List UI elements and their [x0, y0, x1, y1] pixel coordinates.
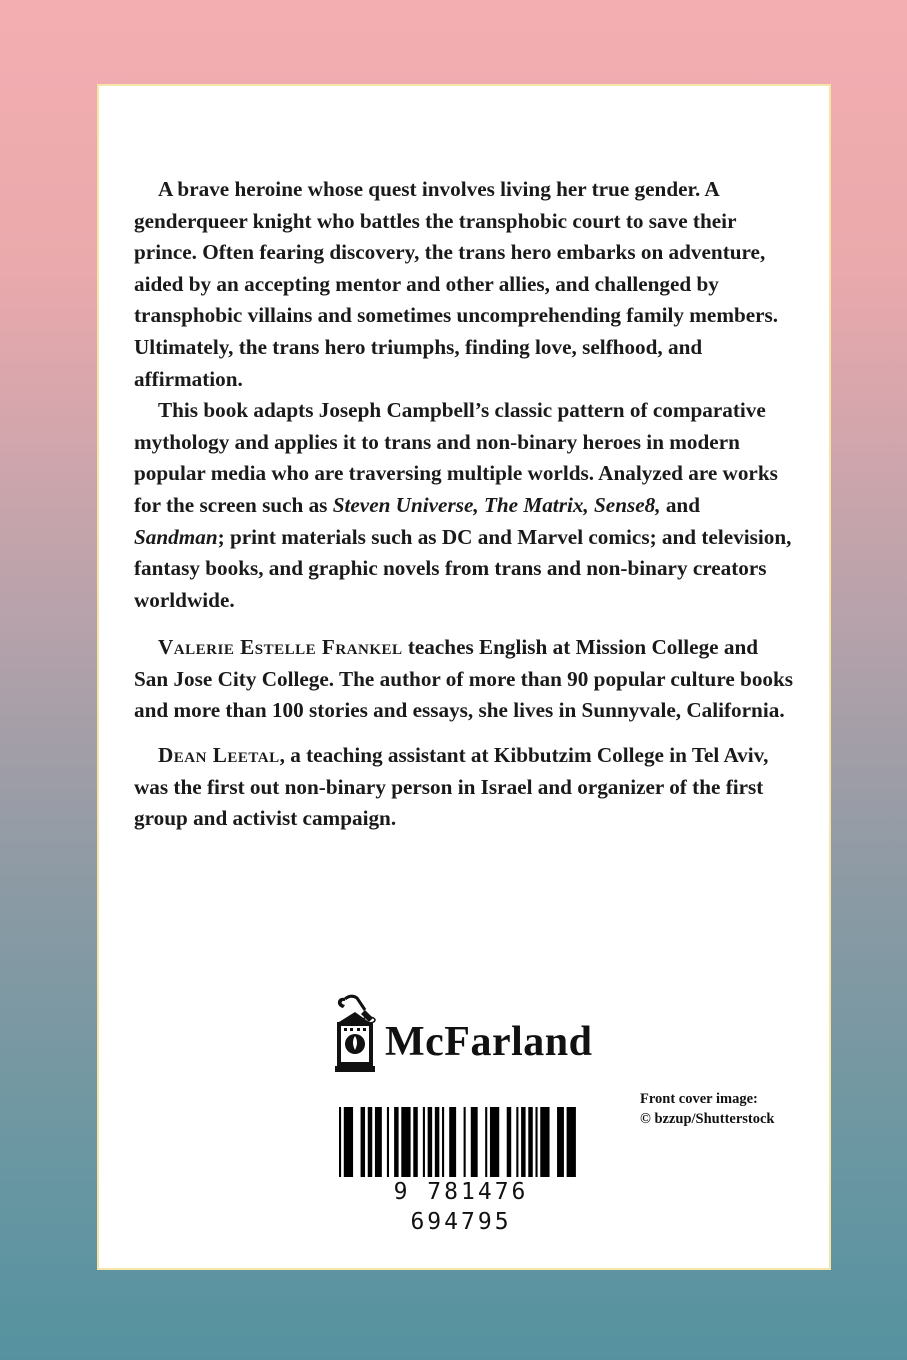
blurb-paragraph-2: This book adapts Joseph Campbell’s classic pattern of comparative mythology and applies it to trans and non-binary heroes in modern popular media who are traversing multiple worlds. Analyzed are works for the screen such as Steven Universe, The Matrix, Sense8, and Sandman; print materials such as DC and Marvel comics; and television, fantasy books, and graphic novels from trans and non-binary creators worldwide.	[134, 398, 792, 612]
isbn-barcode	[335, 1107, 585, 1237]
author-name-2: Dean Leetal	[158, 743, 280, 767]
isbn-digits: 9 781476 694795	[339, 1177, 583, 1237]
book-blurb	[134, 174, 794, 616]
author-name-1: Valerie Estelle Frankel	[158, 635, 403, 659]
lantern-icon	[331, 992, 383, 1074]
publisher-name: McFarland	[385, 1019, 593, 1065]
author-bio-1: Valerie Estelle Frankel teaches English at Mission College and San Jose City College. The author of more than 90 popular culture books and more than 100 stories and essays, she lives in Sunnyvale, California.	[134, 635, 794, 723]
publisher-logo	[331, 992, 611, 1074]
media-titles-1: Steven Universe, The Matrix, Sense8,	[332, 492, 661, 517]
cover-image-credit: Front cover image: © bzzup/Shutterstock	[640, 1091, 775, 1127]
blurb-paragraph-1: A brave heroine whose quest involves living her true gender. A genderqueer knight who battles the transphobic court to save their prince. Often fearing discovery, the trans hero embarks on adventure, aided by an accepting mentor and other allies, and challenged by transphobic villains and sometimes uncomprehending family members. Ultimately, the trans hero triumphs, finding love, selfhood, and affirmation.	[134, 177, 779, 391]
author-bio-2: Dean Leetal, a teaching assistant at Kibbutzim College in Tel Aviv, was the first out non-binary person in Israel and organizer of the first group and activist campaign.	[134, 743, 769, 831]
back-cover-panel	[97, 84, 831, 1270]
media-titles-2: Sandman	[134, 524, 218, 549]
